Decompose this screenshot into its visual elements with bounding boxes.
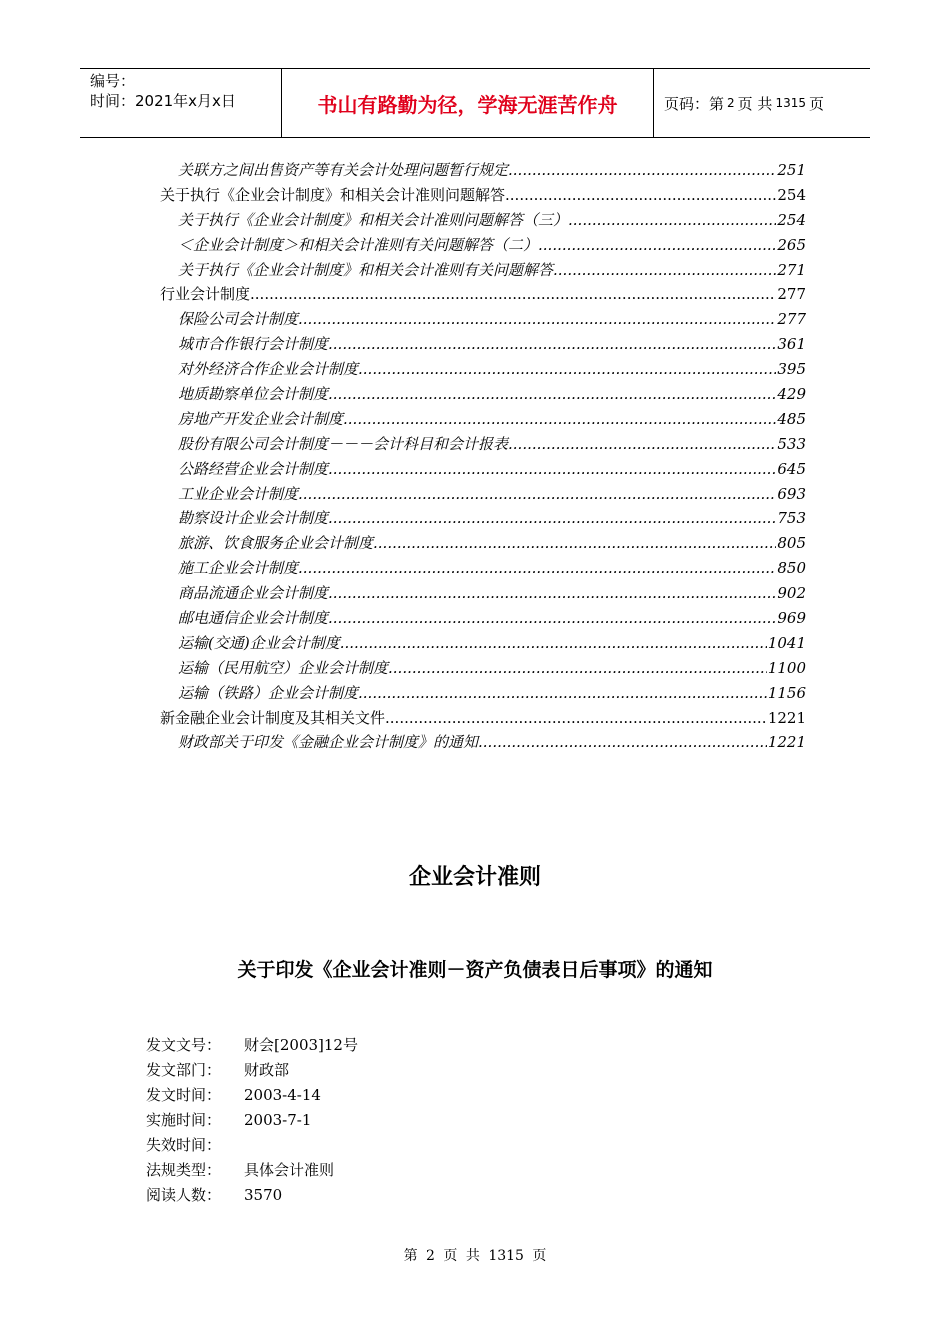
- toc-entry-page: 265: [777, 235, 806, 254]
- metadata-value: 具体会计准则: [244, 1161, 335, 1179]
- metadata-row: [146, 1033, 358, 1058]
- toc-entry-title: 商品流通企业会计制度: [178, 584, 329, 603]
- metadata-row: [146, 1183, 358, 1208]
- metadata-key: 发文部门：: [146, 1061, 222, 1079]
- toc-entry-page: 361: [777, 335, 806, 354]
- metadata-key: 发文文号：: [146, 1036, 222, 1054]
- toc-entry[interactable]: [160, 357, 806, 382]
- toc-entry-page: 1100: [767, 658, 806, 677]
- document-metadata: [146, 1033, 358, 1208]
- toc-entry-title: 运输(交通)企业会计制度: [178, 633, 340, 652]
- toc-entry-title: 股份有限公司会计制度－－－会计科目和会计报表: [178, 434, 509, 453]
- metadata-key: 阅读人数：: [146, 1186, 222, 1204]
- toc-leader-dots: [343, 407, 776, 432]
- toc-entry[interactable]: [160, 282, 806, 307]
- toc-entry-title: 公路经营企业会计制度: [178, 459, 329, 478]
- metadata-key: 法规类型：: [146, 1161, 222, 1179]
- metadata-value: 3570: [244, 1186, 283, 1204]
- notice-title: 关于印发《企业会计准则－资产负债表日后事项》的通知: [237, 959, 713, 981]
- toc-entry[interactable]: [160, 730, 806, 755]
- toc-leader-dots: [298, 307, 776, 332]
- header-info: [80, 69, 282, 137]
- toc-leader-dots: [385, 706, 767, 731]
- metadata-value: 2003-4-14: [244, 1086, 321, 1104]
- toc-leader-dots: [358, 681, 767, 706]
- toc-entry-title: 施工企业会计制度: [178, 559, 299, 578]
- toc-entry-title: 城市合作银行会计制度: [178, 335, 329, 354]
- toc-entry-title: 工业企业会计制度: [178, 484, 299, 503]
- toc-entry[interactable]: [160, 656, 806, 681]
- toc-entry-title: 新金融企业会计制度及其相关文件: [160, 708, 386, 727]
- metadata-row: [146, 1133, 358, 1158]
- toc-leader-dots: [508, 432, 776, 457]
- toc-entry[interactable]: [160, 382, 806, 407]
- toc-entry-page: 693: [777, 484, 806, 503]
- toc-entry[interactable]: [160, 183, 806, 208]
- doc-date-label: 时间：2021年x月x日: [90, 92, 236, 110]
- toc-entry-page: 277: [777, 285, 806, 304]
- header-page-suffix: 页: [808, 94, 824, 113]
- toc-leader-dots: [505, 183, 776, 208]
- toc-entry-page: 645: [777, 459, 806, 478]
- page-header: [80, 68, 870, 138]
- toc-entry[interactable]: [160, 432, 806, 457]
- header-page-number: 2: [727, 96, 735, 110]
- toc-leader-dots: [298, 556, 776, 581]
- toc-entry[interactable]: [160, 581, 806, 606]
- toc-entry[interactable]: [160, 681, 806, 706]
- footer-page-total: 1315: [488, 1248, 524, 1264]
- metadata-key: 发文时间：: [146, 1086, 222, 1104]
- metadata-row: [146, 1108, 358, 1133]
- toc-entry-page: 902: [777, 584, 806, 603]
- table-of-contents: [160, 158, 806, 755]
- toc-entry-page: 533: [777, 434, 806, 453]
- metadata-row: [146, 1083, 358, 1108]
- metadata-value: 2003-7-1: [244, 1111, 312, 1129]
- toc-leader-dots: [340, 631, 767, 656]
- toc-leader-dots: [328, 606, 776, 631]
- toc-entry-page: 251: [777, 161, 806, 179]
- toc-entry-title: 运输（铁路）企业会计制度: [178, 683, 359, 702]
- toc-entry-page: 254: [777, 185, 806, 204]
- metadata-row: [146, 1158, 358, 1183]
- toc-entry-page: 1156: [767, 683, 806, 702]
- toc-leader-dots: [568, 208, 776, 233]
- footer-prefix: 第: [403, 1248, 418, 1264]
- toc-entry-title: 保险公司会计制度: [178, 310, 299, 329]
- toc-leader-dots: [250, 282, 776, 307]
- toc-entry-page: 395: [777, 360, 806, 379]
- toc-entry-title: 地质勘察单位会计制度: [178, 385, 329, 404]
- toc-leader-dots: [478, 730, 767, 755]
- toc-leader-dots: [328, 581, 776, 606]
- toc-entry-title: 关联方之间出售资产等有关会计处理问题暂行规定: [178, 161, 509, 179]
- header-page-total: 1315: [775, 96, 806, 110]
- header-slogan: 书山有路勤为径，学海无涯苦作舟: [282, 69, 654, 137]
- doc-number-label: 编号：: [90, 72, 136, 90]
- toc-entry[interactable]: [160, 233, 806, 258]
- header-page-mid: 页 共: [737, 94, 773, 113]
- toc-entry-title: 勘察设计企业会计制度: [178, 509, 329, 528]
- metadata-key: 实施时间：: [146, 1111, 222, 1129]
- toc-entry[interactable]: [160, 158, 806, 183]
- toc-entry-page: 1221: [767, 733, 806, 752]
- toc-entry[interactable]: [160, 556, 806, 581]
- toc-entry-page: 271: [777, 260, 806, 279]
- toc-entry-page: 850: [777, 559, 806, 578]
- toc-entry-page: 254: [777, 210, 806, 229]
- toc-entry-title: ＜企业会计制度＞和相关会计准则有关问题解答（二）: [178, 235, 539, 254]
- metadata-value: 财会[2003]12号: [244, 1036, 358, 1054]
- toc-entry[interactable]: [160, 482, 806, 507]
- header-page-info: [654, 69, 870, 137]
- toc-entry-page: 1041: [767, 633, 806, 652]
- toc-entry[interactable]: [160, 258, 806, 283]
- toc-entry[interactable]: [160, 332, 806, 357]
- footer-page-number: 2: [426, 1248, 435, 1264]
- toc-leader-dots: [328, 506, 776, 531]
- toc-leader-dots: [358, 357, 776, 382]
- toc-entry[interactable]: [160, 407, 806, 432]
- toc-entry-page: 805: [777, 534, 806, 553]
- toc-entry[interactable]: [160, 208, 806, 233]
- toc-entry-page: 277: [777, 310, 806, 329]
- toc-entry[interactable]: [160, 307, 806, 332]
- footer-mid: 页 共: [443, 1248, 480, 1264]
- toc-entry-page: 1221: [767, 708, 806, 727]
- toc-leader-dots: [538, 233, 776, 258]
- toc-entry[interactable]: [160, 706, 806, 731]
- toc-entry[interactable]: [160, 457, 806, 482]
- toc-leader-dots: [553, 258, 776, 283]
- toc-leader-dots: [298, 482, 776, 507]
- toc-leader-dots: [373, 531, 776, 556]
- toc-entry[interactable]: [160, 606, 806, 631]
- toc-entry-title: 财政部关于印发《金融企业会计制度》的通知: [178, 733, 479, 752]
- section-title: 企业会计准则: [408, 865, 541, 890]
- metadata-value: 财政部: [244, 1061, 290, 1079]
- toc-entry-page: 969: [777, 609, 806, 628]
- toc-entry-title: 旅游、饮食服务企业会计制度: [178, 534, 374, 553]
- toc-entry-title: 关于执行《企业会计制度》和相关会计准则问题解答: [160, 185, 506, 204]
- toc-entry[interactable]: [160, 531, 806, 556]
- toc-entry-title: 房地产开发企业会计制度: [178, 409, 344, 428]
- header-page-prefix: 页码：第: [664, 94, 725, 113]
- toc-entry-page: 429: [777, 385, 806, 404]
- metadata-key: 失效时间：: [146, 1136, 222, 1154]
- toc-leader-dots: [328, 457, 776, 482]
- metadata-row: [146, 1058, 358, 1083]
- page-footer: [0, 1245, 950, 1265]
- toc-entry-title: 关于执行《企业会计制度》和相关会计准则有关问题解答: [178, 260, 554, 279]
- toc-leader-dots: [388, 656, 767, 681]
- toc-entry-title: 行业会计制度: [160, 285, 251, 304]
- footer-suffix: 页: [532, 1248, 547, 1264]
- toc-entry-title: 运输（民用航空）企业会计制度: [178, 658, 389, 677]
- toc-entry-title: 关于执行《企业会计制度》和相关会计准则问题解答（三）: [178, 210, 569, 229]
- toc-entry[interactable]: [160, 631, 806, 656]
- toc-entry-title: 对外经济合作企业会计制度: [178, 360, 359, 379]
- toc-leader-dots: [508, 158, 776, 183]
- toc-entry-page: 753: [777, 509, 806, 528]
- toc-leader-dots: [328, 382, 776, 407]
- toc-leader-dots: [328, 332, 776, 357]
- toc-entry-page: 485: [777, 409, 806, 428]
- toc-entry-title: 邮电通信企业会计制度: [178, 609, 329, 628]
- toc-entry[interactable]: [160, 506, 806, 531]
